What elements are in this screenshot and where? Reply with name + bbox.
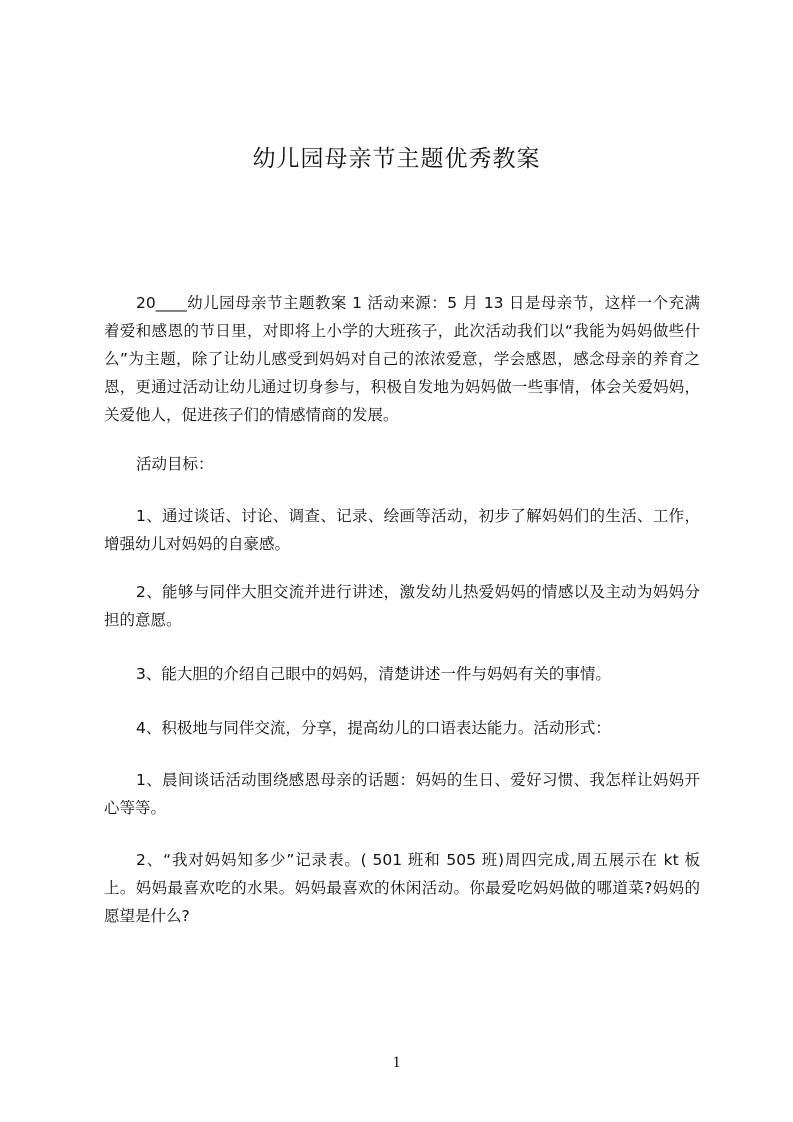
paragraph-form-2: 2、“我对妈妈知多少”记录表。( 501 班和 505 班)周四完成,周五展示在 kt 板上。妈妈最喜欢吃的水果。妈妈最喜欢的休闲活动。你最爱吃妈妈做的哪道菜?妈妈的愿望是什么?	[104, 851, 700, 925]
paragraph-objective-1: 1、通过谈话、讨论、调查、记录、绘画等活动，初步了解妈妈们的生活、工作，增强幼儿对妈妈的自豪感。	[104, 507, 700, 553]
document-title: 幼儿园母亲节主题优秀教案	[252, 146, 541, 172]
page-number: 1	[392, 1054, 401, 1071]
paragraph-objective-2: 2、能够与同伴大胆交流并进行讲述，激发幼儿热爱妈妈的情感以及主动为妈妈分担的意愿。	[104, 583, 700, 629]
paragraph-objective-3: 3、能大胆的介绍自己眼中的妈妈，清楚讲述一件与妈妈有关的事情。	[136, 665, 611, 683]
paragraph-form-1: 1、晨间谈话活动围绕感恩母亲的话题：妈妈的生日、爱好习惯、我怎样让妈妈开心等等。	[104, 771, 700, 817]
paragraph-objectives-heading: 活动目标：	[136, 455, 214, 473]
paragraph-objective-4: 4、积极地与同伴交流，分享，提高幼儿的口语表达能力。活动形式：	[136, 719, 611, 737]
paragraph-intro: 20____幼儿园母亲节主题教案 1 活动来源：5 月 13 日是母亲节，这样一个充满着爱和感恩的节日里，对即将上小学的大班孩子，此次活动我们以“我能为妈妈做些什么”为主题，除了让幼儿感受到妈妈对自己的浓浓爱意，学会感恩，感念母亲的养育之恩，更通过活动让幼儿通过切身参与，积极自发地为妈妈做一些事情，体会关爱妈妈，关爱他人，促进孩子们的情感情商的发展。	[104, 294, 700, 424]
